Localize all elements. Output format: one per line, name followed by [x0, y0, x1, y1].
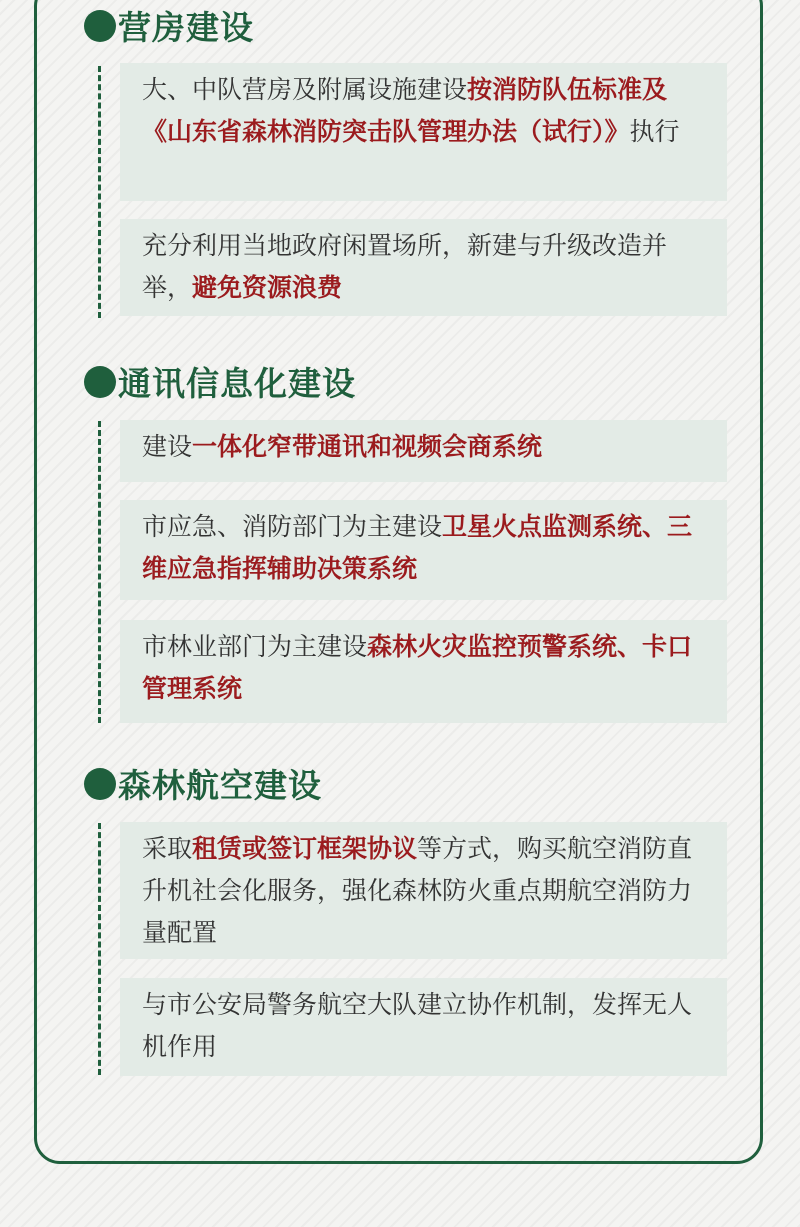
card-text: 建设 — [142, 432, 193, 461]
card-highlight: 避免资源浪费 — [192, 273, 343, 302]
card-text: 大、中队营房及附属设施建设 — [142, 75, 468, 104]
info-card — [120, 63, 727, 201]
dashed-connector — [98, 66, 101, 318]
section-header-barracks — [84, 2, 254, 49]
card-text: 采取 — [142, 834, 193, 863]
info-card — [120, 620, 727, 723]
section-header-communications — [84, 358, 356, 405]
section-title: 通讯信息化建设 — [118, 364, 356, 403]
dashed-connector — [98, 823, 101, 1075]
bullet-dot-icon — [84, 10, 116, 42]
section-header-aviation — [84, 760, 322, 807]
bullet-dot-icon — [84, 366, 116, 398]
info-card — [120, 978, 727, 1076]
info-card — [120, 822, 727, 959]
card-text: 等方式，购买航空消防直升机社会化服务，强化森林防火重点期航空消防力量配置 — [142, 834, 693, 947]
card-highlight: 森林火灾监控预警系统、卡口管理系统 — [142, 632, 693, 703]
card-text: 充分利用当地政府闲置场所，新建与升级改造并举， — [142, 231, 668, 302]
card-text: 与市公安局警务航空大队建立协作机制，发挥无人机作用 — [142, 990, 693, 1061]
info-card — [120, 219, 727, 316]
card-highlight: 一体化窄带通讯和视频会商系统 — [192, 432, 543, 461]
info-card — [120, 420, 727, 482]
card-text: 市林业部门为主建设 — [142, 632, 368, 661]
card-highlight: 卫星火点监测系统、三维应急指挥辅助决策系统 — [142, 512, 693, 583]
card-text: 市应急、消防部门为主建设 — [142, 512, 443, 541]
dashed-connector — [98, 421, 101, 723]
card-text: 执行 — [629, 117, 680, 146]
info-card — [120, 500, 727, 600]
card-highlight: 按消防队伍标准及《山东省森林消防突击队管理办法（试行）》 — [142, 75, 668, 146]
section-title: 营房建设 — [118, 8, 254, 47]
bullet-dot-icon — [84, 768, 116, 800]
card-highlight: 租赁或签订框架协议 — [192, 834, 418, 863]
section-title: 森林航空建设 — [118, 766, 322, 805]
